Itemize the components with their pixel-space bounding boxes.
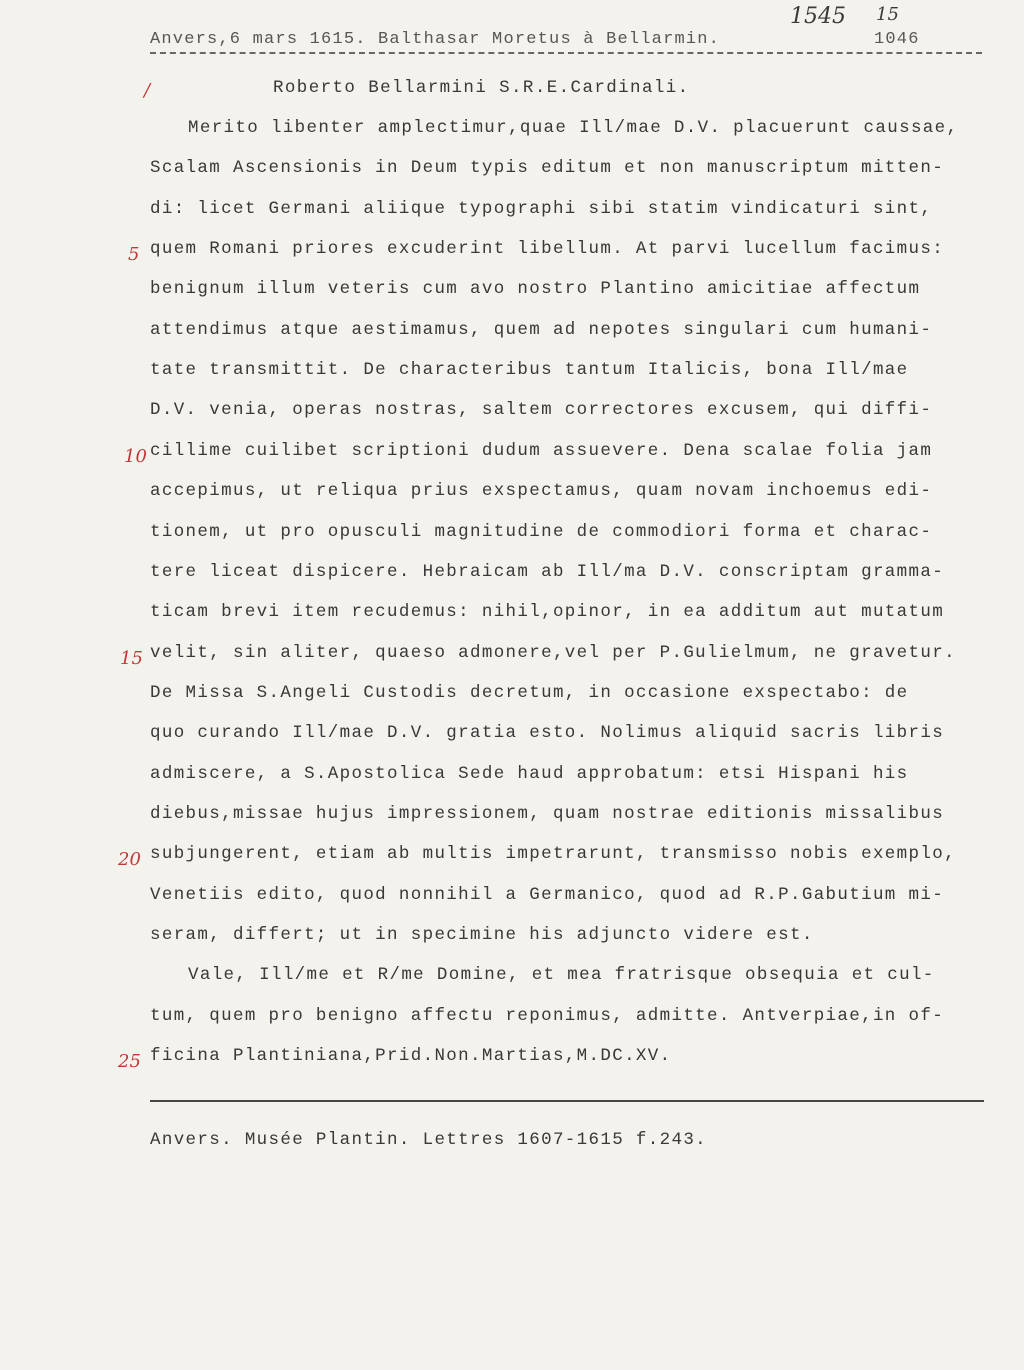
- handwritten-number: 1545: [790, 4, 846, 29]
- margin-number-25: 25: [118, 1051, 141, 1072]
- header-underline: [150, 52, 982, 54]
- body-line: quem Romani priores excuderint libellum. At parvi lucellum facimus:: [150, 239, 945, 259]
- typed-page-number: 1046: [874, 30, 920, 49]
- footer-rule: [150, 1100, 984, 1102]
- margin-number-5: 5: [128, 244, 140, 265]
- handwritten-index: 15: [876, 4, 899, 25]
- body-line: Merito libenter amplectimur,quae Ill/mae D.V. placuerunt caussae,: [188, 118, 959, 138]
- body-line: accepimus, ut reliqua prius exspectamus, quam novam inchoemus edi-: [150, 481, 933, 501]
- body-line: cillime cuilibet scriptioni dudum assuevere. Dena scalae folia jam: [150, 441, 933, 461]
- margin-number-1: /: [144, 80, 151, 101]
- margin-number-10: 10: [124, 446, 147, 467]
- source-citation: Anvers. Musée Plantin. Lettres 1607-1615 f.243.: [150, 1130, 708, 1150]
- body-line: Vale, Ill/me et R/me Domine, et mea fratrisque obsequia et cul-: [188, 965, 935, 985]
- body-line: velit, sin aliter, quaeso admonere,vel per P.Gulielmum, ne gravetur.: [150, 643, 956, 663]
- body-line: admiscere, a S.Apostolica Sede haud approbatum: etsi Hispani his: [150, 764, 909, 784]
- margin-number-15: 15: [120, 648, 143, 669]
- margin-number-20: 20: [118, 849, 141, 870]
- body-line: tionem, ut pro opusculi magnitudine de commodiori forma et charac-: [150, 522, 933, 542]
- body-line: benignum illum veteris cum avo nostro Plantino amicitiae affectum: [150, 279, 921, 299]
- body-line: seram, differt; ut in specimine his adjuncto videre est.: [150, 925, 814, 945]
- body-line: attendimus atque aestimamus, quem ad nepotes singulari cum humani-: [150, 320, 933, 340]
- body-line: De Missa S.Angeli Custodis decretum, in occasione exspectabo: de: [150, 683, 909, 703]
- addressee: Roberto Bellarmini S.R.E.Cardinali.: [273, 78, 690, 98]
- body-line: tere liceat dispicere. Hebraicam ab Ill/ma D.V. conscriptam gramma-: [150, 562, 945, 582]
- body-line: diebus,missae hujus impressionem, quam nostrae editionis missalibus: [150, 804, 945, 824]
- body-line: quo curando Ill/mae D.V. gratia esto. Nolimus aliquid sacris libris: [150, 723, 945, 743]
- body-line: di: licet Germani aliique typographi sibi statim vindicaturi sint,: [150, 199, 933, 219]
- body-line: ticam brevi item recudemus: nihil,opinor, in ea additum aut mutatum: [150, 602, 945, 622]
- body-line: D.V. venia, operas nostras, saltem correctores excusem, qui diffi-: [150, 400, 933, 420]
- header-line: Anvers,6 mars 1615. Balthasar Moretus à Bellarmin.: [150, 30, 721, 49]
- body-line: Scalam Ascensionis in Deum typis editum et non manuscriptum mitten-: [150, 158, 945, 178]
- body-line: ficina Plantiniana,Prid.Non.Martias,M.DC.XV.: [150, 1046, 672, 1066]
- body-line: tate transmittit. De characteribus tantum Italicis, bona Ill/mae: [150, 360, 909, 380]
- body-line: Venetiis edito, quod nonnihil a Germanico, quod ad R.P.Gabutium mi-: [150, 885, 945, 905]
- body-line: tum, quem pro benigno affectu reponimus, admitte. Antverpiae,in of-: [150, 1006, 945, 1026]
- body-line: subjungerent, etiam ab multis impetrarunt, transmisso nobis exemplo,: [150, 844, 956, 864]
